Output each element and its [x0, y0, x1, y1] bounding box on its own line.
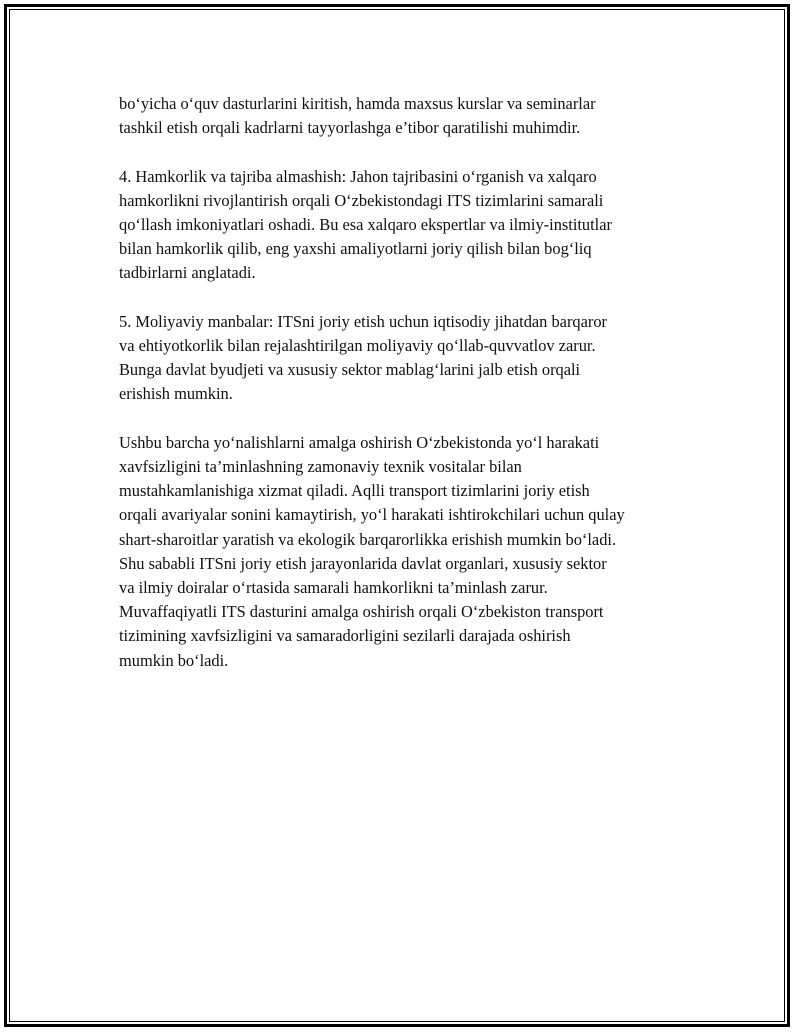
text-line: bilan hamkorlik qilib, eng yaxshi amaliyotlarni joriy qilish bilan bog‘liq — [119, 239, 592, 259]
text-line: va ilmiy doiralar o‘rtasida samarali hamkorlikni ta’minlash zarur. — [119, 578, 548, 598]
text-line: 5. Moliyaviy manbalar: ITSni joriy etish uchun iqtisodiy jihatdan barqaror — [119, 311, 607, 331]
text-line: Ushbu barcha yo‘nalishlarni amalga oshirish O‘zbekistonda yo‘l harakati — [119, 432, 600, 452]
text-line: erishish mumkin. — [119, 384, 233, 404]
text-line: tizimining xavfsizligini va samaradorligini sezilarli darajada oshirish — [119, 626, 571, 646]
text-line: mustahkamlanishiga xizmat qiladi. Aqlli transport tizimlarini joriy etish — [119, 481, 590, 501]
text-line: tadbirlarni anglatadi. — [119, 263, 256, 283]
paragraph-conclusion — [119, 431, 699, 673]
text-line: Muvaffaqiyatli ITS dasturini amalga oshirish orqali O‘zbekiston transport — [119, 602, 604, 622]
text-line: tashkil etish orqali kadrlarni tayyorlashga e’tibor qaratilishi muhimdir. — [119, 118, 581, 138]
paragraph-financing — [119, 310, 699, 407]
text-line: orqali avariyalar sonini kamaytirish, yo‘l harakati ishtirokchilari uchun qulay — [119, 505, 625, 525]
text-line: 4. Hamkorlik va tajriba almashish: Jahon tajribasini o‘rganish va xalqaro — [119, 166, 597, 186]
text-line: va ehtiyotkorlik bilan rejalashtirilgan moliyaviy qo‘llab-quvvatlov zarur. — [119, 336, 596, 355]
text-line: mumkin bo‘ladi. — [119, 650, 229, 670]
paragraph-cooperation — [119, 165, 699, 286]
text-line: Shu sababli ITSni joriy etish jarayonlarida davlat organlari, xususiy sektor — [119, 553, 607, 573]
paragraph-training — [119, 92, 699, 140]
text-line: bo‘yicha o‘quv dasturlarini kiritish, hamda maxsus kurslar va seminarlar — [119, 94, 596, 113]
text-line: qo‘llash imkoniyatlari oshadi. Bu esa xalqaro ekspertlar va ilmiy-institutlar — [119, 215, 612, 234]
text-line: Bunga davlat byudjeti va xususiy sektor mablag‘larini jalb etish orqali — [119, 360, 581, 380]
text-line: shart-sharoitlar yaratish va ekologik barqarorlikka erishish mumkin bo‘ladi. — [119, 529, 617, 549]
text-line: hamkorlikni rivojlantirish orqali O‘zbekistondagi ITS tizimlarini samarali — [119, 190, 604, 210]
document-body — [119, 92, 699, 697]
text-line: xavfsizligini ta’minlashning zamonaviy texnik vositalar bilan — [119, 457, 522, 476]
